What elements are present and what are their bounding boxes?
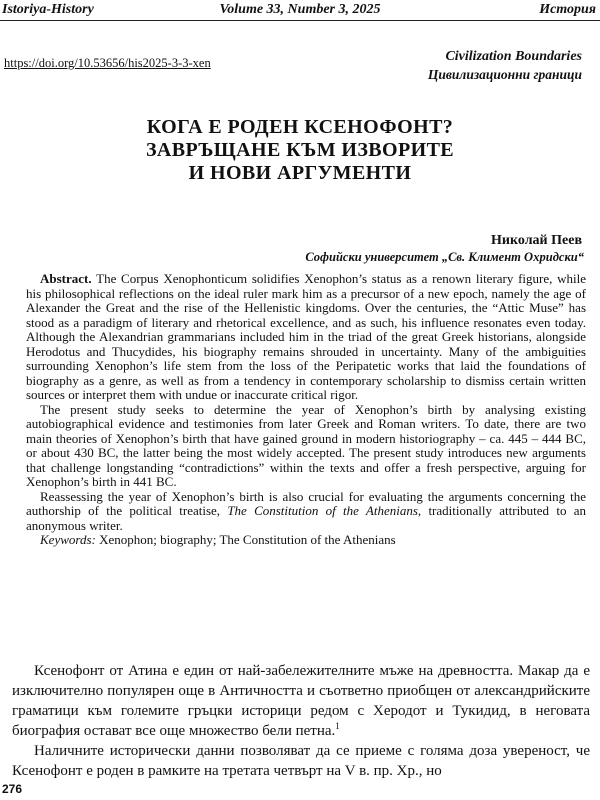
doi-link[interactable]: https://doi.org/10.53656/his2025-3-3-xen: [4, 56, 211, 70]
abstract: [26, 272, 586, 548]
keywords-label: Keywords:: [40, 532, 96, 547]
main-text: [12, 661, 590, 781]
title-line-1: КОГА Е РОДЕН КСЕНОФОНТ?: [146, 116, 454, 138]
abstract-text-1: The Corpus Xenophonticum solidifies Xenophon’s status as a renown literary figure, while his philosophical reflections on the ideal ruler mark him as a precursor of a new epoch, namely the age of Alexander the Great and the rise of the Hellenistic kingdoms. Over the centuries, the “Attic Muse” has stood as a paradigm of literary and rhetorical excellence, and as such, his influence resonates even today. Although the Alexandrian grammarians included him in the triad of the great Greek historians, alongside Herodotus and Thucydides, his biography remains shrouded in uncertainty. Many of the ambiguities surrounding Xenophon’s life stem from the loss of the Peripatetic works that laid the foundations of biography as a genre, as well as from a tendency in contemporary scholarship to dismiss certain written sources or interpret them with undue or inaccurate critical rigor.: [26, 271, 586, 402]
body-text-1: Ксенофонт от Атина е един от най-забележителните мъже на древността. Макар да е изключително популярен още в Античността и съответно приобщен от александрийските граматици към големите гръцки историци редом с Херодот и Тукидид, в неговата биография остават все още множество бели петна.: [12, 663, 590, 739]
author-affiliation: Софийски университет „Св. Климент Охридски“: [305, 250, 584, 264]
volume-info: Volume 33, Number 3, 2025: [219, 2, 381, 17]
keywords: [26, 533, 586, 548]
journal-name-bg: История: [539, 2, 596, 17]
body-paragraph-2: Наличните исторически данни позволяват да се приеме с голяма доза увереност, че Ксенофонт е роден в рамките на третата четвърт на V в. пр. Хр., но: [12, 743, 590, 779]
abstract-paragraph-2: The present study seeks to determine the year of Xenophon’s birth by analysing existing autobiographical evidence and testimonies from later Greek and Roman writers. To date, there are two main theories of Xenophon’s birth that have gained ground in modern historiography – ca. 445 – 444 BC, or about 430 BC, the latter being the most widely accepted. The present study introduces new arguments that challenge longstanding “contradictions” within the texts and offer a fresh perspective, arguing for Xenophon’s birth in 441 BC.: [26, 401, 586, 489]
abstract-text-3b: , traditionally attributed to an anonymous writer.: [26, 503, 586, 533]
abstract-paragraph-1: [26, 272, 586, 403]
abstract-text-3a: Reassessing the year of Xenophon’s birth is also crucial for evaluating the arguments concerning the authorship of the political treatise,: [26, 488, 586, 518]
abstract-paragraph-3: [26, 490, 586, 534]
article-title: [0, 116, 600, 185]
section-name-cyrillic: Цивилизационни граници: [427, 67, 582, 82]
running-header: [0, 0, 600, 22]
author-name: Николай Пеев: [491, 233, 582, 248]
header-rule: [0, 20, 600, 21]
keywords-text: Xenophon; biography; The Constitution of the Athenians: [95, 532, 396, 547]
title-line-3: И НОВИ АРГУМЕНТИ: [188, 162, 412, 184]
page-number: 276: [2, 782, 23, 796]
body-paragraph-1: [12, 661, 590, 741]
journal-name: Istoriya-History: [2, 2, 94, 17]
treatise-title: The Constitution of the Athenians: [227, 503, 418, 518]
abstract-label: Abstract.: [40, 271, 92, 286]
section-name-latin: Civilization Boundaries: [445, 49, 582, 64]
title-line-2: ЗАВРЪЩАНЕ КЪМ ИЗВОРИТЕ: [145, 139, 455, 161]
footnote-marker[interactable]: 1: [335, 721, 340, 731]
